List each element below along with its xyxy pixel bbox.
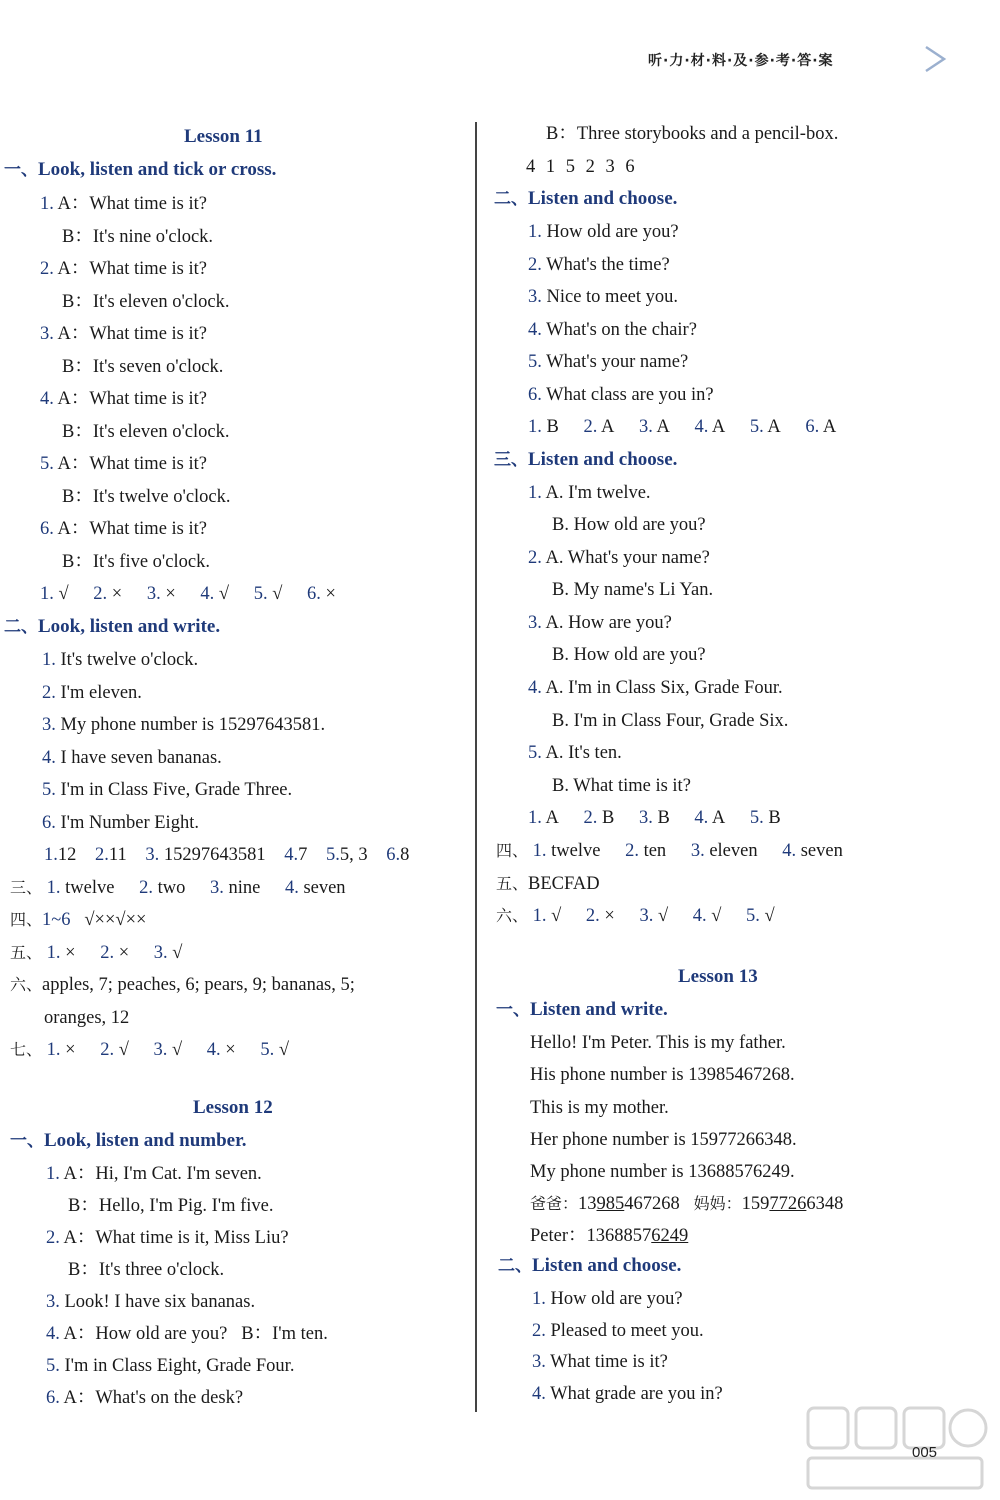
list-item: B：It's nine o'clock. bbox=[62, 227, 214, 247]
list-item: 4. A：How old are you? B：I'm ten. bbox=[46, 1324, 328, 1344]
list-item: B. How old are you? bbox=[552, 515, 706, 535]
answer-row: 五、BECFAD bbox=[496, 874, 600, 894]
list-item: 2. A：What time is it? bbox=[40, 259, 207, 279]
text-line: Her phone number is 15977266348. bbox=[530, 1130, 797, 1150]
list-item: 2. A. What's your name? bbox=[528, 548, 710, 568]
chevron-right-icon bbox=[922, 44, 948, 74]
lesson-13-title: Lesson 13 bbox=[678, 966, 758, 987]
list-item: 6. A：What's on the desk? bbox=[46, 1388, 244, 1408]
list-item: 3. My phone number is 15297643581. bbox=[42, 715, 326, 735]
list-item: 3. A. How are you? bbox=[528, 613, 672, 633]
text-line: My phone number is 13688576249. bbox=[530, 1162, 795, 1182]
list-item: B. I'm in Class Four, Grade Six. bbox=[552, 711, 789, 731]
list-item: 1. A：What time is it? bbox=[40, 194, 207, 214]
list-item: 1. It's twelve o'clock. bbox=[42, 650, 199, 670]
answer-row: 1. B 2. A 3. A 4. A 5. A 6. A bbox=[528, 417, 837, 437]
list-item: B：It's three o'clock. bbox=[68, 1260, 225, 1280]
list-item: B. How old are you? bbox=[552, 645, 706, 665]
list-item: B：It's seven o'clock. bbox=[62, 357, 224, 377]
answer-row: 四、 1. twelve 2. ten 3. eleven 4. seven bbox=[496, 841, 843, 861]
list-item: 6. What class are you in? bbox=[528, 385, 714, 405]
answer-row: 1. A 2. B 3. B 4. A 5. B bbox=[528, 808, 781, 828]
list-item: 4. What's on the chair? bbox=[528, 320, 697, 340]
list-item: 4. A：What time is it? bbox=[40, 389, 207, 409]
list-item: 5. I'm in Class Eight, Grade Four. bbox=[46, 1356, 295, 1376]
list-item: 4. A. I'm in Class Six, Grade Four. bbox=[528, 678, 783, 698]
list-item: 5. I'm in Class Five, Grade Three. bbox=[42, 780, 293, 800]
page-header-title: 听·力·材·料·及·参·考·答·案 bbox=[648, 53, 834, 69]
list-item: 3. What time is it? bbox=[532, 1352, 668, 1372]
list-item: 5. What's your name? bbox=[528, 352, 689, 372]
answer-row: 六、 1. √ 2. × 3. √ 4. √ 5. √ bbox=[496, 906, 775, 926]
list-item: 2. A：What time is it, Miss Liu? bbox=[46, 1228, 289, 1248]
list-item: 1. A. I'm twelve. bbox=[528, 483, 651, 503]
answer-row: 五、 1. × 2. × 3. √ bbox=[10, 943, 183, 963]
section-heading: 二、Listen and choose. bbox=[498, 1255, 682, 1276]
page-number: 005 bbox=[912, 1444, 938, 1461]
list-item: 1. How old are you? bbox=[528, 222, 679, 242]
answer-row: 六、apples, 7; peaches, 6; pears, 9; bananas, 5; bbox=[10, 975, 355, 995]
list-item: B：It's five o'clock. bbox=[62, 552, 210, 572]
answer-row: oranges, 12 bbox=[44, 1008, 130, 1028]
section-heading: 一、Listen and write. bbox=[496, 999, 668, 1020]
answer-row: 四、1~6 √××√×× bbox=[10, 910, 147, 930]
watermark-logo-icon bbox=[800, 1400, 990, 1495]
answer-row: 4 1 5 2 3 6 bbox=[526, 157, 638, 177]
text-line: 爸爸：13985467268 妈妈：15977266348 bbox=[530, 1194, 844, 1214]
list-item: 2. What's the time? bbox=[528, 255, 670, 275]
answer-row: 1.12 2.11 3. 15297643581 4.7 5.5, 3 6.8 bbox=[44, 845, 410, 865]
answer-row: 三、 1. twelve 2. two 3. nine 4. seven bbox=[10, 878, 346, 898]
list-item: 2. Pleased to meet you. bbox=[532, 1321, 704, 1341]
text-line: Peter：13688576249 bbox=[530, 1226, 689, 1246]
list-item: B：Three storybooks and a pencil-box. bbox=[546, 124, 839, 144]
section-heading: 一、Look, listen and tick or cross. bbox=[4, 159, 277, 180]
list-item: 6. A：What time is it? bbox=[40, 519, 207, 539]
list-item: 1. A：Hi, I'm Cat. I'm seven. bbox=[46, 1164, 262, 1184]
list-item: 6. I'm Number Eight. bbox=[42, 813, 199, 833]
list-item: 4. I have seven bananas. bbox=[42, 748, 222, 768]
list-item: 2. I'm eleven. bbox=[42, 683, 142, 703]
list-item: 3. A：What time is it? bbox=[40, 324, 207, 344]
list-item: 5. A. It's ten. bbox=[528, 743, 622, 763]
list-item: B. What time is it? bbox=[552, 776, 691, 796]
list-item: B：It's eleven o'clock. bbox=[62, 422, 230, 442]
column-divider bbox=[475, 122, 477, 1412]
section-heading: 一、Look, listen and number. bbox=[10, 1130, 247, 1151]
list-item: 5. A：What time is it? bbox=[40, 454, 207, 474]
list-item: B：It's eleven o'clock. bbox=[62, 292, 230, 312]
section-heading: 二、Listen and choose. bbox=[494, 188, 678, 209]
list-item: 1. How old are you? bbox=[532, 1289, 683, 1309]
section-heading: 二、Look, listen and write. bbox=[4, 616, 221, 637]
section-heading: 三、Listen and choose. bbox=[494, 449, 678, 470]
list-item: B：It's twelve o'clock. bbox=[62, 487, 231, 507]
text-line: His phone number is 13985467268. bbox=[530, 1065, 795, 1085]
lesson-12-title: Lesson 12 bbox=[193, 1097, 273, 1118]
list-item: B：Hello, I'm Pig. I'm five. bbox=[68, 1196, 274, 1216]
list-item: B. My name's Li Yan. bbox=[552, 580, 714, 600]
lesson-11-title: Lesson 11 bbox=[184, 126, 263, 147]
answer-row: 七、 1. × 2. √ 3. √ 4. × 5. √ bbox=[10, 1040, 289, 1060]
list-item: 4. What grade are you in? bbox=[532, 1384, 723, 1404]
answer-row: 1. √ 2. × 3. × 4. √ 5. √ 6. × bbox=[40, 584, 336, 604]
list-item: 3. Look! I have six bananas. bbox=[46, 1292, 256, 1312]
list-item: 3. Nice to meet you. bbox=[528, 287, 679, 307]
text-line: This is my mother. bbox=[530, 1098, 669, 1118]
text-line: Hello! I'm Peter. This is my father. bbox=[530, 1033, 786, 1053]
